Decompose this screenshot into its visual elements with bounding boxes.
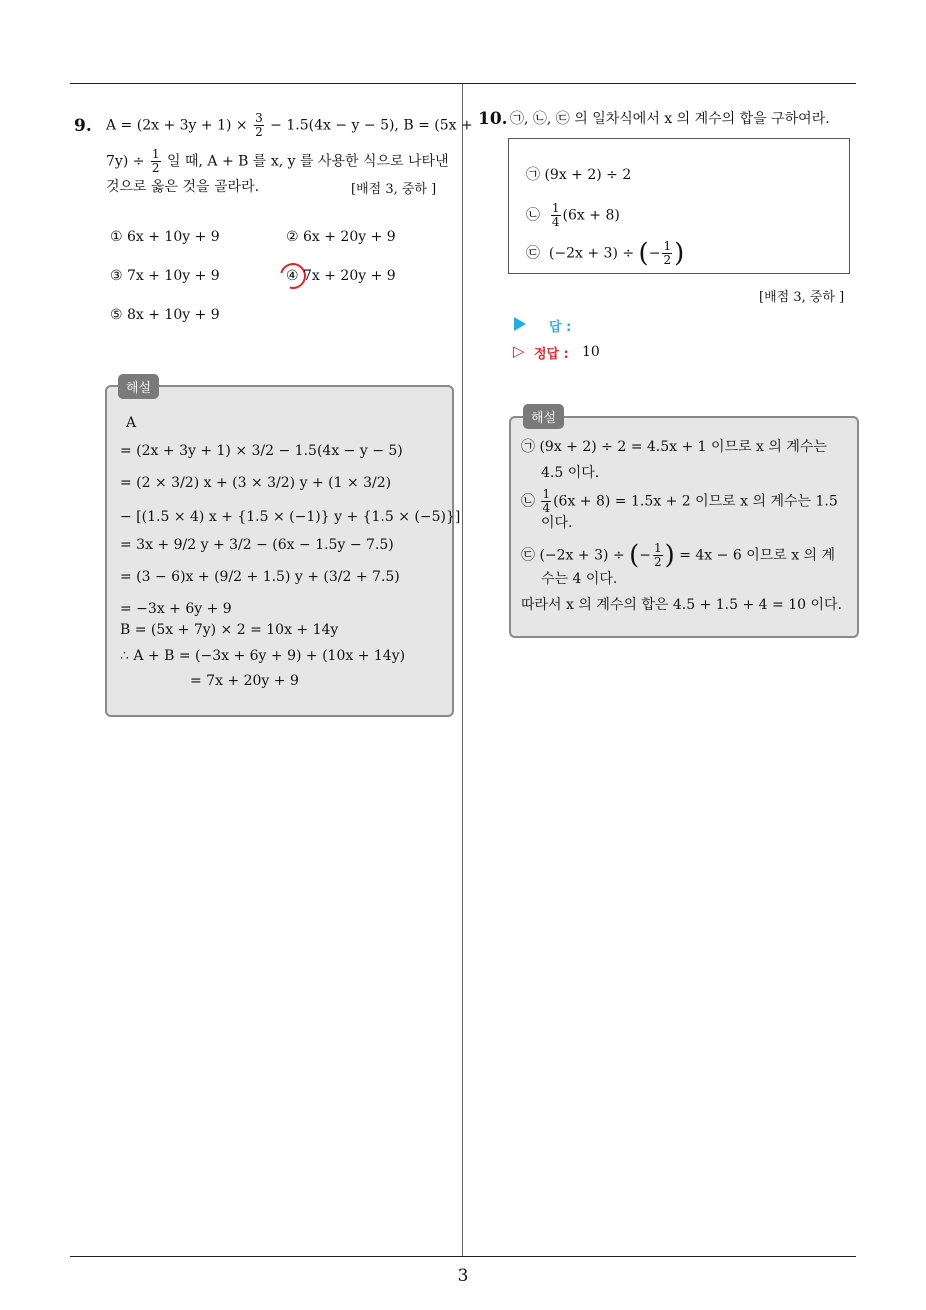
bottom-rule [70, 1256, 856, 1257]
q10-exp-line: ㉢ (−2x + 3) ÷ (− $\frac{1}{2}$ ) = 4x − 6 이므로 x 의 계 [521, 540, 836, 571]
top-rule [70, 83, 856, 84]
q9-exp-line: = −3x + 6y + 9 [120, 601, 232, 617]
q10-exp-line: 이다. [541, 515, 573, 531]
q10-frac-b: $\frac{1}{4}$ [551, 201, 560, 229]
correct-value: 10 [582, 344, 600, 360]
q9-exp-line: = (2 × 3/2) x + (3 × 3/2) y + (1 × 3/2) [120, 475, 392, 491]
q10-expr-b: ㉡ $\frac{1}{4}$ (6x + 8) [526, 201, 620, 229]
correct-arrow-icon: ▷ [513, 342, 525, 360]
q10-exp-line: ㉡ $\frac{1}{4}$ (6x + 8) = 1.5x + 2 이므로 x 의 계수는 1.5 [521, 487, 838, 515]
q10-explanation-tab: 해설 [523, 404, 564, 429]
q9-stem-line1: A = (2x + 3y + 1) × $\frac{3}{2}$ − 1.5(4x − y − 5), B = (5x + [106, 111, 473, 139]
q10-exp-line: 따라서 x 의 계수의 합은 4.5 + 1.5 + 4 = 10 이다. [521, 597, 842, 613]
q9-exp-line: = 7x + 20y + 9 [190, 673, 299, 689]
q10-points: [배점 3, 중하 ] [759, 290, 845, 305]
q10-number: 10. [478, 109, 508, 129]
q9-frac1: $\frac{3}{2}$ [255, 111, 263, 139]
q10-exp-line: 4.5 이다. [541, 465, 600, 481]
q9-exp-line: = 3x + 9/2 y + 3/2 − (6x − 1.5y − 7.5) [120, 537, 394, 553]
answer-label: 답 : [549, 320, 572, 335]
column-divider [462, 84, 463, 1256]
q9-stem-line2: 7y) ÷ $\frac{1}{2}$ 일 때, A + B 를 x, y 를 사용한 식으로 나타낸 [106, 147, 449, 175]
q9-exp-line: = (2x + 3y + 1) × 3/2 − 1.5(4x − y − 5) [120, 443, 403, 459]
q9-choice-3[interactable]: ③ 7x + 10y + 9 [110, 268, 220, 284]
q9-choice-4[interactable]: ④ 7x + 20y + 9 [286, 268, 396, 284]
answer-arrow-icon [514, 317, 526, 331]
q9-exp-line: = (3 − 6)x + (9/2 + 1.5) y + (3/2 + 7.5) [120, 569, 400, 585]
q9-stem-line3: 것으로 옳은 것을 골라라. [106, 179, 260, 195]
q9-exp-line: B = (5x + 7y) × 2 = 10x + 14y [120, 622, 339, 638]
q10-exp-frac1: $\frac{1}{4}$ [542, 487, 551, 515]
q10-exp-frac2: $\frac{1}{2}$ [653, 541, 662, 569]
q10-exp-line: ㉠ (9x + 2) ÷ 2 = 4.5x + 1 이므로 x 의 계수는 [521, 439, 827, 455]
q9-explanation-tab: 해설 [118, 374, 159, 399]
q10-expr-a: ㉠ (9x + 2) ÷ 2 [526, 167, 632, 183]
q10-stem: ㉠, ㉡, ㉢ 의 일차식에서 x 의 계수의 합을 구하여라. [510, 111, 830, 127]
q10-frac-c: $\frac{1}{2}$ [663, 239, 672, 267]
q10-exp-line: 수는 4 이다. [541, 571, 618, 587]
q9-number: 9. [74, 116, 92, 136]
q9-choice-2[interactable]: ② 6x + 20y + 9 [286, 229, 396, 245]
q9-points: [배점 3, 중하 ] [351, 182, 437, 197]
q9-exp-line: ∴ A + B = (−3x + 6y + 9) + (10x + 14y) [120, 648, 406, 664]
q10-expr-c: ㉢ (−2x + 3) ÷ (− $\frac{1}{2}$ ) [526, 238, 685, 269]
q9-frac2: $\frac{1}{2}$ [151, 147, 160, 175]
page-number: 3 [457, 1266, 469, 1286]
correct-label: 정답 : [534, 347, 569, 362]
q9-exp-line: − [(1.5 × 4) x + {1.5 × (−1)} y + {1.5 × (−5)}] [120, 509, 461, 525]
q9-exp-line: A [126, 415, 137, 431]
q9-choice-5[interactable]: ⑤ 8x + 10y + 9 [110, 307, 220, 323]
q9-choice-1[interactable]: ① 6x + 10y + 9 [110, 229, 220, 245]
